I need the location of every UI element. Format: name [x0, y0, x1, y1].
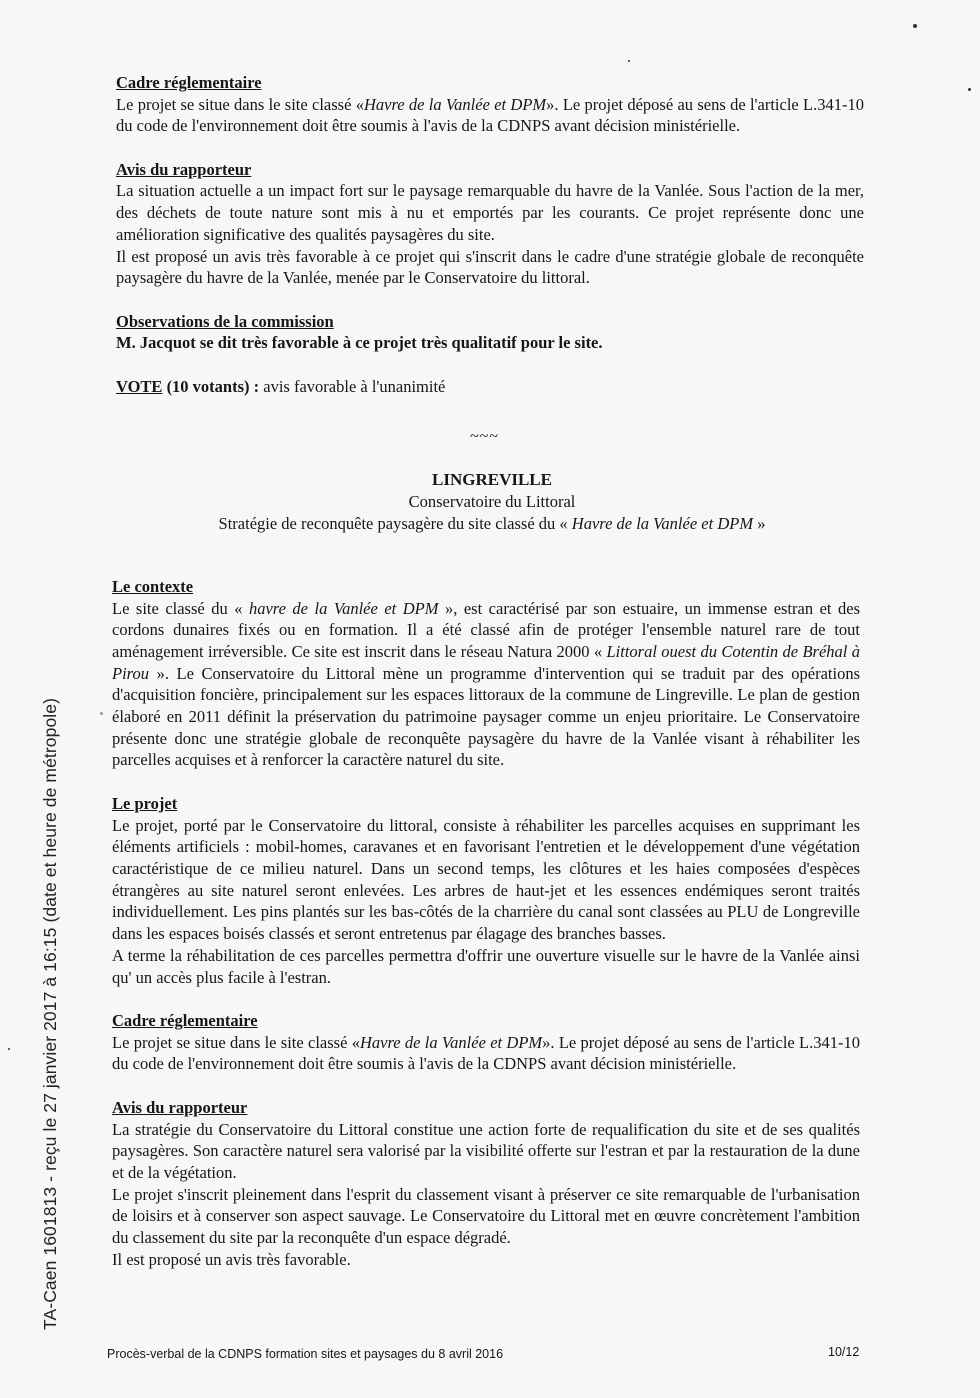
avis-heading-1: Avis du rapporteur [116, 159, 252, 179]
scan-speck [100, 712, 103, 715]
vote-count: (10 votants) : [162, 377, 260, 397]
vote-line [116, 376, 864, 398]
vote-result: avis favorable à l'unanimité [259, 377, 446, 397]
title-block [112, 469, 872, 535]
cadre-heading-2: Cadre réglementaire [112, 1011, 258, 1031]
contexte-heading: Le contexte [112, 577, 194, 596]
observations-text: M. Jacquot se dit très favorable à ce projet très qualitatif pour le site. [116, 333, 603, 353]
scan-speck [628, 60, 630, 62]
observations-heading: Observations de la commission [116, 311, 334, 331]
applicant-subtitle: Conservatoire du Littoral [408, 492, 576, 511]
avis-text-1b: Il est proposé un avis très favorable à ce projet qui s'inscrit dans le cadre d'une stratégie globale de reconquête paysagère du havre de la Vanlée, menée par le Conservatoire du littoral. [116, 246, 864, 288]
avis-text-1a: La situation actuelle a un impact fort sur le paysage remarquable du havre de la Vanlée. Sous l'action de la mer, des déchets de toute nature sont mis à nu et emportés par les courants. Ce projet représente donc une amélioration significative des qualités paysagères du site. [116, 181, 864, 244]
projet-text-a: Le projet, porté par le Conservatoire du littoral, consiste à réhabiliter les parcelles acquises en supprimant les éléments artificiels : mobil-homes, caravanes et en favorisant l'entretien et le développement d'une végétation caractéristique de ce milieu naturel. Dans un second temps, les clôtures et les haies composées d'espèces étrangères au site naturel seront enlevées. Les arbres de haut-jet et les essences endémiques seront traités individuellement. Les pins plantés sur les bas-côtés de la charrière du canal sont classées au PLU de Longreville dans les espaces boisés classés et seront entretenus par élagage des branches basses. [112, 815, 860, 944]
section-previous-project [116, 72, 864, 398]
avis-text-2c: Il est proposé un avis très favorable. [112, 1249, 351, 1269]
project-subtitle: Stratégie de reconquête paysagère du site classé du « Havre de la Vanlée et DPM » [218, 514, 766, 533]
avis-text-2b: Le projet s'inscrit pleinement dans l'esprit du classement visant à préserver ce site remarquable de l'urbanisation de loisirs et à conserver son aspect sauvage. Le Conservatoire du Littoral met en œuvre concrètement l'ambition du classement du site par la reconquête d'un espace dégradé. [112, 1184, 860, 1248]
footer-page-number: 10/12 [828, 1345, 860, 1359]
scan-speck [968, 88, 971, 91]
avis-heading-2: Avis du rapporteur [112, 1098, 248, 1118]
cadre-heading-1: Cadre réglementaire [116, 73, 262, 92]
contexte-text: Le site classé du « havre de la Vanlée et DPM », est caractérisé par son estuaire, un immense estran et des cordons dunaires fixés ou en formation. Il a été classé afin de protéger l'ensemble naturel rare de tout aménagement irréversible. Ce site est inscrit dans le réseau Natura 2000 « Littoral ouest du Cotentin de Bréhal à Pirou ». Le Conservatoire du Littoral mène un programme d'intervention qui se traduit par des opérations d'acquisition foncière, principalement sur les espaces littoraux de la commune de Lingreville. Le plan de gestion élaboré en 2011 définit la préservation du patrimoine paysager comme un enjeu prioritaire. Le Conservatoire présente donc une stratégie globale de reconquête paysagère du havre de la Vanlée visant à réhabiliter les parcelles acquises et à renforcer la caractère naturel du site. [112, 598, 860, 770]
vote-label: VOTE [116, 377, 163, 397]
cadre-text-1: Le projet se situe dans le site classé «Havre de la Vanlée et DPM». Le projet déposé au sens de l'article L.341-10 du code de l'environnement doit être soumis à l'avis de la CDNPS avant décision ministérielle. [116, 94, 864, 136]
section-lingreville [112, 576, 860, 1271]
projet-heading: Le projet [112, 794, 178, 814]
commune-title: LINGREVILLE [432, 470, 552, 489]
cadre-text-2: Le projet se situe dans le site classé «Havre de la Vanlée et DPM». Le projet déposé au sens de l'article L.341-10 du code de l'environnement doit être soumis à l'avis de la CDNPS avant décision ministérielle. [112, 1032, 860, 1074]
scan-speck [913, 24, 917, 28]
projet-text-b: A terme la réhabilitation de ces parcelles permettra d'offrir une ouverture visuelle sur le havre de la Vanlée ainsi qu' un accès plus facile à l'estran. [112, 945, 860, 987]
avis-text-2a: La stratégie du Conservatoire du Littoral constitue une action forte de requalification du site et de ses qualités paysagères. Son caractère naturel sera valorisé par la visibilité offerte sur l'estran et par la restauration de la dune et de la végétation. [112, 1119, 860, 1183]
section-separator: ~~~ [470, 428, 499, 445]
margin-stamp: TA-Caen 1601813 - reçu le 27 janvier 2017 à 16:15 (date et heure de métropole) [40, 697, 60, 1330]
scan-speck [8, 1048, 10, 1050]
footer-document-title: Procès-verbal de la CDNPS formation sites et paysages du 8 avril 2016 [107, 1347, 504, 1361]
